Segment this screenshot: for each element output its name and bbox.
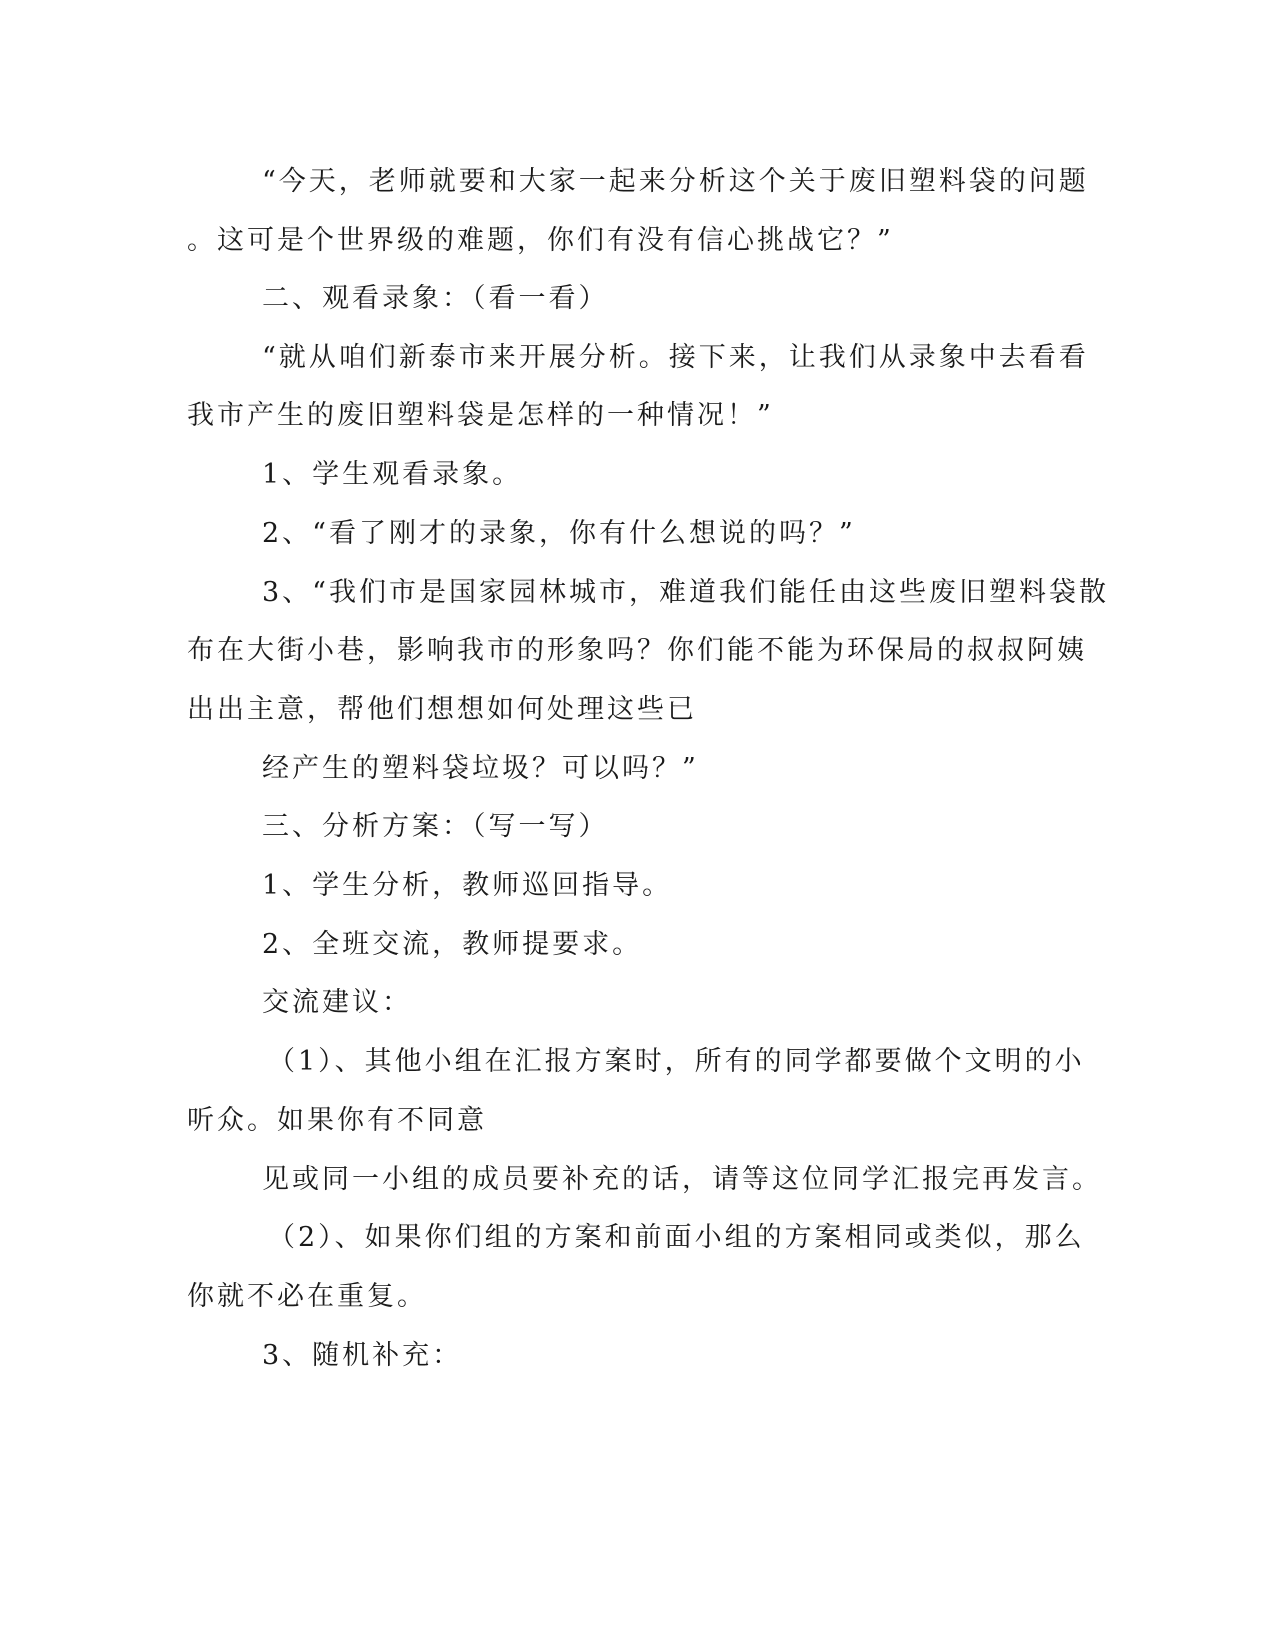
section-heading: 二、观看录象：（看一看）: [262, 283, 609, 314]
section-heading: 三、分析方案：（写一写）: [262, 811, 609, 842]
list-item: （2）、如果你们组的方案和前面小组的方案相同或类似，那么: [268, 1222, 1085, 1253]
list-item: （1）、其他小组在汇报方案时，所有的同学都要做个文明的小: [268, 1046, 1085, 1077]
list-item: 1、学生分析，教师巡回指导。: [262, 870, 673, 901]
list-item: 1、学生观看录象。: [262, 459, 523, 490]
paragraph-line: 见或同一小组的成员要补充的话，请等这位同学汇报完再发言。: [262, 1164, 1102, 1195]
paragraph-line: “今天，老师就要和大家一起来分析这个关于废旧塑料袋的问题: [262, 166, 1089, 197]
paragraph-line: 经产生的塑料袋垃圾？可以吗？”: [262, 753, 699, 784]
paragraph-line: 听众。如果你有不同意: [187, 1105, 487, 1136]
paragraph-line: 你就不必在重复。: [187, 1281, 427, 1312]
paragraph-line: 出出主意，帮他们想想如何处理这些已: [187, 694, 697, 725]
paragraph-line: 布在大街小巷，影响我市的形象吗？你们能不能为环保局的叔叔阿姨: [187, 635, 1087, 666]
list-item: 2、“看了刚才的录象，你有什么想说的吗？”: [262, 518, 856, 549]
paragraph-line: 。这可是个世界级的难题，你们有没有信心挑战它？”: [187, 225, 894, 256]
paragraph-line: “就从咱们新泰市来开展分析。接下来，让我们从录象中去看看: [262, 342, 1089, 373]
list-item: 3、“我们市是国家园林城市，难道我们能任由这些废旧塑料袋散: [262, 577, 1109, 608]
list-item: 2、全班交流，教师提要求。: [262, 929, 643, 960]
paragraph-line: 我市产生的废旧塑料袋是怎样的一种情况！”: [187, 400, 774, 431]
subheading: 交流建议：: [262, 987, 412, 1018]
list-item: 3、随机补充：: [262, 1340, 463, 1371]
